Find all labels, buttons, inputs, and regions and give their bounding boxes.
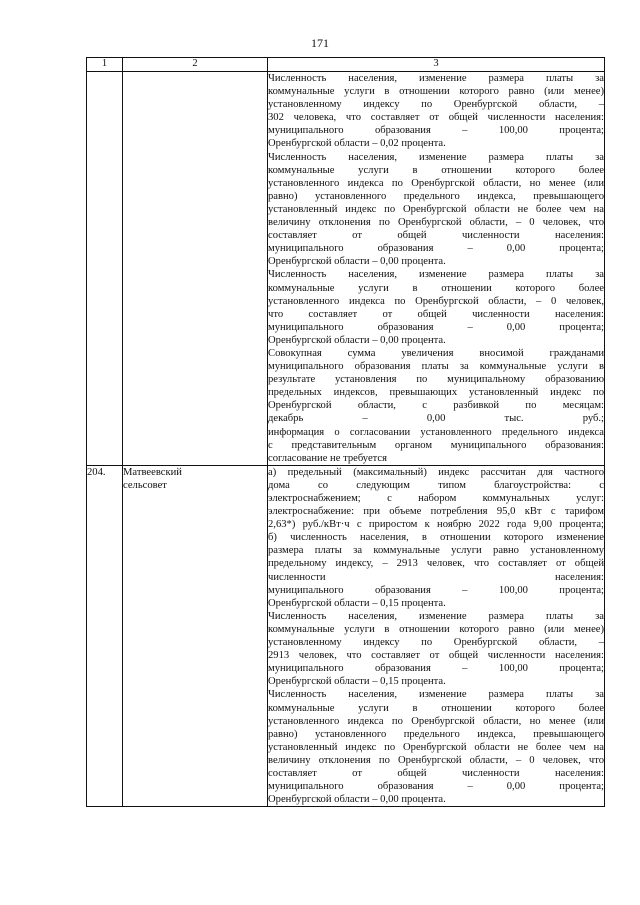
- column-header-3: 3: [268, 58, 605, 72]
- text-line: Оренбургской области – 0,00 процента.: [268, 794, 446, 806]
- text-line: численности населения:: [268, 571, 604, 583]
- text-line: Оренбургской области, с разбивкой по месяцам:: [268, 400, 604, 412]
- text-line: Оренбургской области – 0,15 процента.: [268, 597, 446, 609]
- column-header-1: 1: [87, 58, 123, 72]
- text-line: муниципального образования – 100,00 процента;: [268, 125, 604, 137]
- table-row-204: [87, 465, 605, 806]
- text-line: Оренбургской области – 0,00 процента.: [268, 334, 446, 346]
- text-line: муниципального образования – 100,00 процента;: [268, 663, 604, 675]
- text-line: муниципального образования платы за коммунальные услуги в: [268, 361, 604, 373]
- text-line: Оренбургской области – 0,00 процента.: [268, 256, 446, 268]
- text-line: декабрь – 0,00 тыс. руб.;: [268, 413, 604, 425]
- text-line: что составляет от общей численности населения:: [268, 308, 604, 320]
- text-line: коммунальные услуги в отношении которого более: [268, 702, 604, 714]
- column-header-2: 2: [123, 58, 268, 72]
- text-line: б) численность населения, в отношении которого изменение: [268, 532, 604, 544]
- text-line: установленного индекса по Оренбургской области, но менее (или: [268, 177, 604, 189]
- text-line: величину отклонения по Оренбургской области, – 0 человек, что: [268, 754, 604, 766]
- paragraph: [268, 72, 604, 151]
- row-content: [268, 72, 604, 465]
- paragraph: [268, 151, 604, 269]
- text-line: равно) установленного предельного индекса, превышающего: [268, 728, 604, 740]
- text-line: предельному индексу, – 2913 человек, что составляет от общей: [268, 558, 604, 570]
- text-line: установленному индексу по Оренбургской области, –: [268, 637, 604, 649]
- text-line: величину отклонения по Оренбургской области, – 0 человек, что: [268, 217, 604, 229]
- text-line: установленного индекса по Оренбургской области, но менее (или: [268, 715, 604, 727]
- text-line: равно) установленного предельного индекса, превышающего: [268, 190, 604, 202]
- text-line: Численность населения, изменение размера платы за: [268, 73, 604, 84]
- text-line: установленного индекса по Оренбургской области, – 0 человек,: [268, 295, 604, 307]
- text-line: Численность населения, изменение размера платы за: [268, 151, 604, 163]
- text-line: составляет от общей численности населения:: [268, 767, 604, 779]
- text-line: Оренбургской области – 0,02 процента.: [268, 138, 446, 150]
- text-line: дома со следующим типом благоустройства: с: [268, 479, 604, 491]
- text-line: 2913 человек, что составляет от общей численности населения:: [268, 650, 604, 662]
- municipality-name-cell: [123, 465, 268, 806]
- text-line: 2,63*) руб./кВт·ч с приростом к ноябрю 2022 года 9,00 процента;: [268, 519, 604, 531]
- text-line: составляет от общей численности населения:: [268, 230, 604, 242]
- text-line: Оренбургской области – 0,15 процента.: [268, 676, 446, 688]
- table-row-continuation: [87, 72, 605, 466]
- text-line: муниципального образования – 100,00 процента;: [268, 584, 604, 596]
- paragraph: [268, 466, 604, 610]
- row-content-cell: [268, 72, 605, 466]
- paragraph: [268, 610, 604, 689]
- table-header-row: [87, 58, 605, 72]
- text-line: электроснабжение: при объеме потребления 95,0 кВт с тарифом: [268, 506, 604, 518]
- text-line: предельных индексов, превышающих установленный индекс по: [268, 387, 604, 399]
- text-line: коммунальные услуги в отношении которого более: [268, 164, 604, 176]
- paragraph: [268, 688, 604, 806]
- paragraph: [268, 268, 604, 347]
- text-line: Численность населения, изменение размера платы за: [268, 610, 604, 622]
- text-line: размера платы за коммунальные услуги равно установленному: [268, 545, 604, 557]
- municipality-name-line-2: сельсовет: [123, 479, 167, 491]
- text-line: электроснабжением; с набором коммунальных услуг:: [268, 493, 604, 504]
- text-line: коммунальные услуги в отношении которого равно (или менее): [268, 86, 604, 98]
- page-number: 171: [311, 36, 329, 50]
- text-line: 302 человека, что составляет от общей численности населения:: [268, 112, 604, 124]
- text-line: коммунальные услуги в отношении которого равно (или менее): [268, 623, 604, 635]
- text-line: а) предельный (максимальный) индекс рассчитан для частного: [268, 466, 604, 478]
- text-line: Совокупная сумма увеличения вносимой гражданами: [268, 347, 604, 359]
- row-number-cell: 204.: [87, 465, 123, 806]
- text-line: муниципального образования – 0,00 процента;: [268, 781, 604, 793]
- text-line: установленному индексу по Оренбургской области, –: [268, 99, 604, 111]
- text-line: установленный индекс по Оренбургской области не более чем на: [268, 741, 604, 753]
- text-line: с представительным органом муниципального образования:: [268, 439, 604, 451]
- text-line: Численность населения, изменение размера платы за: [268, 689, 604, 701]
- document-table: [86, 57, 605, 807]
- text-line: установленный индекс по Оренбургской области не более чем на: [268, 203, 604, 215]
- row-content-cell: [268, 465, 605, 806]
- text-line: муниципального образования – 0,00 процента;: [268, 321, 604, 333]
- paragraph: [268, 347, 604, 465]
- municipality-name-cell: [123, 72, 268, 466]
- text-line: информация о согласовании установленного предельного индекса: [268, 426, 604, 438]
- text-line: результате установления по муниципальному образованию: [268, 374, 604, 386]
- text-line: Численность населения, изменение размера платы за: [268, 269, 604, 281]
- municipality-name-line-1: Матвеевский: [123, 466, 182, 478]
- text-line: коммунальные услуги в отношении которого более: [268, 282, 604, 294]
- text-line: муниципального образования – 0,00 процента;: [268, 243, 604, 255]
- row-content: [268, 466, 604, 806]
- text-line: согласование не требуется: [268, 452, 388, 464]
- row-number-cell: [87, 72, 123, 466]
